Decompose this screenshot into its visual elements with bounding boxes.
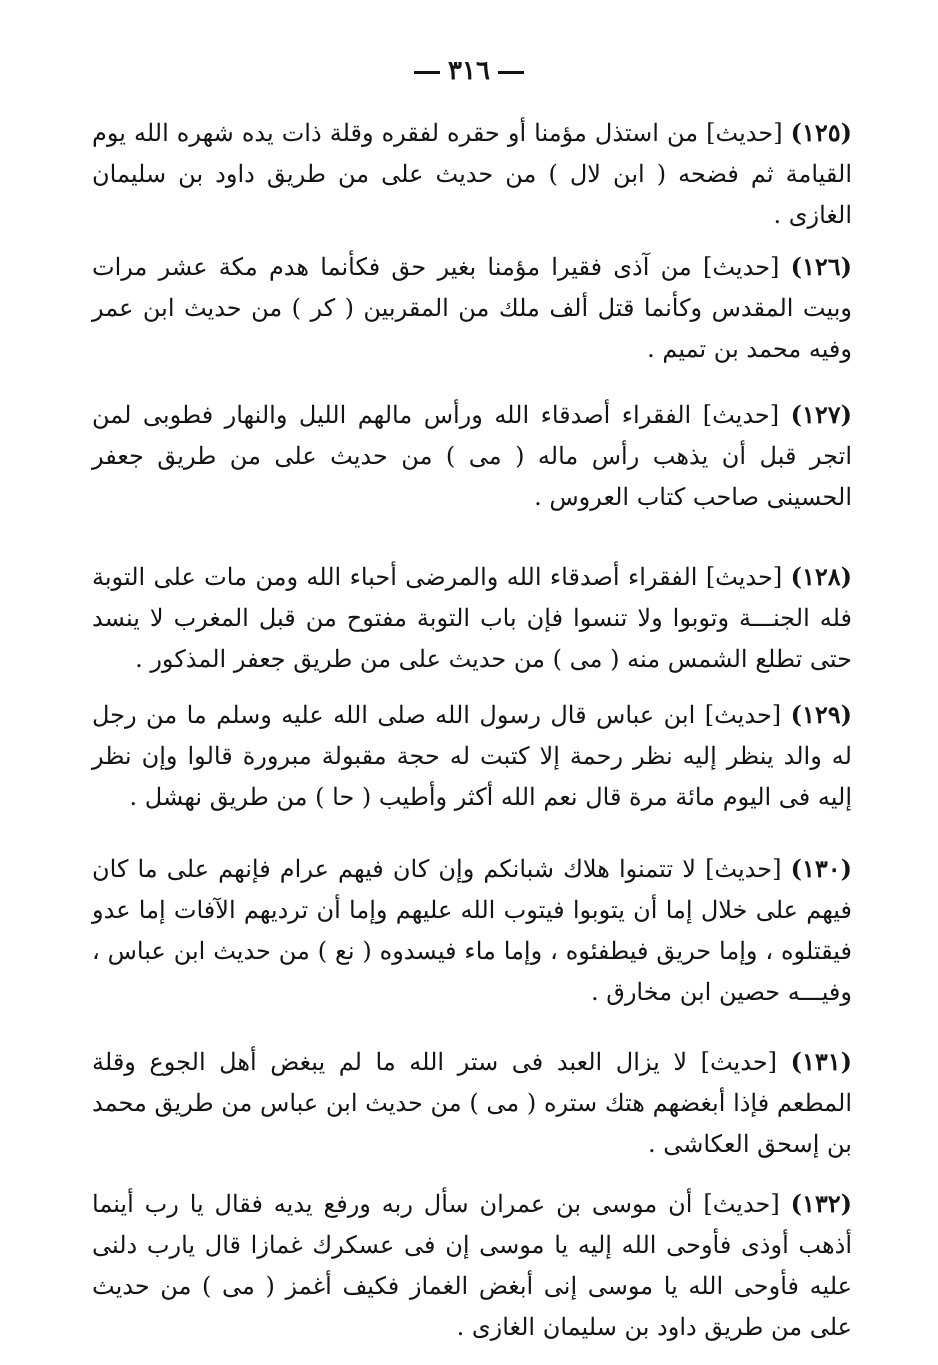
hadith-129 bbox=[92, 694, 852, 818]
hadith-text: لا يزال العبد فى ستر الله ما لم يبغض أهل الجوع وقلة المطعم فإذا أبغضهم هتك ستره ( مى ) من حديث ابن عباس من طريق محمد بن إسحق العكاشى . bbox=[92, 1048, 852, 1158]
hadith-127 bbox=[92, 394, 852, 518]
hadith-number: (١٣٢) bbox=[790, 1189, 852, 1218]
hadith-125 bbox=[92, 112, 852, 236]
hadith-number: (١٢٩) bbox=[790, 700, 852, 729]
hadith-126 bbox=[92, 246, 852, 370]
page-number-dash-left bbox=[414, 71, 440, 74]
hadith-tag: [حديث] bbox=[705, 563, 783, 591]
page-number bbox=[0, 56, 938, 86]
page-number-value: ٣١٦ bbox=[448, 56, 490, 86]
hadith-tag: [حديث] bbox=[702, 253, 780, 281]
hadith-number: (١٢٧) bbox=[790, 400, 852, 429]
page-number-dash-right bbox=[498, 71, 524, 74]
hadith-text: الفقراء أصدقاء الله ورأس مالهم الليل والنهار فطوبى لمن اتجر قبل أن يذهب رأس ماله ( مى ) من حديث على من طريق جعفر الحسينى صاحب كتاب العروس . bbox=[92, 401, 852, 511]
hadith-tag: [حديث] bbox=[702, 401, 780, 429]
hadith-text: الفقراء أصدقاء الله والمرضى أحباء الله ومن مات على التوبة فله الجنـــة وتوبوا ولا تنسوا فإن باب التوبة مفتوح من قبل المغرب لا ينسد حتى تطلع الشمس منه ( مى ) من حديث على من طريق جعفر المذكور . bbox=[92, 563, 853, 673]
hadith-131 bbox=[92, 1041, 852, 1165]
hadith-tag: [حديث] bbox=[700, 1048, 778, 1076]
hadith-text: أن موسى بن عمران سأل ربه ورفع يديه فقال يا رب أينما أذهب أوذى فأوحى الله إليه يا موسى إن فى عسكرك غمازا قال يارب دلنى عليه فأوحى الله يا موسى إنى أبغض الغماز فكيف أغمز ( مى ) من حديث على من طريق داود بن سليمان الغازى . bbox=[92, 1190, 852, 1341]
hadith-number: (١٢٥) bbox=[790, 118, 852, 147]
hadith-number: (١٣١) bbox=[790, 1047, 852, 1076]
hadith-list bbox=[92, 112, 852, 1348]
hadith-text: من آذى فقيرا مؤمنا بغير حق فكأنما هدم مكة عشر مرات وبيت المقدس وكأنما قتل ألف ملك من المقربين ( كر ) من حديث ابن عمر وفيه محمد بن تميم . bbox=[92, 253, 852, 363]
hadith-tag: [حديث] bbox=[706, 119, 783, 147]
hadith-text: من استذل مؤمنا أو حقره لفقره وقلة ذات يده شهره الله يوم القيامة ثم فضحه ( ابن لال ) من حديث على من طريق داود بن سليمان الغازى . bbox=[92, 119, 852, 229]
hadith-text: ابن عباس قال رسول الله صلى الله عليه وسلم ما من رجل له والد ينظر إليه نظر رحمة إلا كتبت له حجة مقبولة مبرورة قالوا وإن نظر إليه فى اليوم مائة مرة قال نعم الله أكثر وأطيب ( حا ) من طريق نهشل . bbox=[92, 701, 852, 811]
hadith-128 bbox=[92, 556, 852, 680]
hadith-tag: [حديث] bbox=[703, 1190, 780, 1218]
hadith-132 bbox=[92, 1183, 852, 1348]
hadith-tag: [حديث] bbox=[704, 701, 782, 729]
hadith-tag: [حديث] bbox=[705, 855, 782, 883]
hadith-number: (١٢٦) bbox=[790, 252, 852, 281]
hadith-text: لا تتمنوا هلاك شبانكم وإن كان فيهم عرام فإنهم على ما كان فيهم على خلال إما أن يتوبوا فيتوب الله عليهم وإما أن ترديهم الآفات إما عدو فيقتلوه ، وإما حريق فيطفئوه ، وإما ماء فيسدوه ( نع ) من حديث ابن عباس ، وفيـــه حصين ابن مخارق . bbox=[92, 855, 852, 1006]
hadith-130 bbox=[92, 848, 852, 1013]
hadith-number: (١٢٨) bbox=[790, 562, 852, 591]
hadith-number: (١٣٠) bbox=[790, 854, 852, 883]
